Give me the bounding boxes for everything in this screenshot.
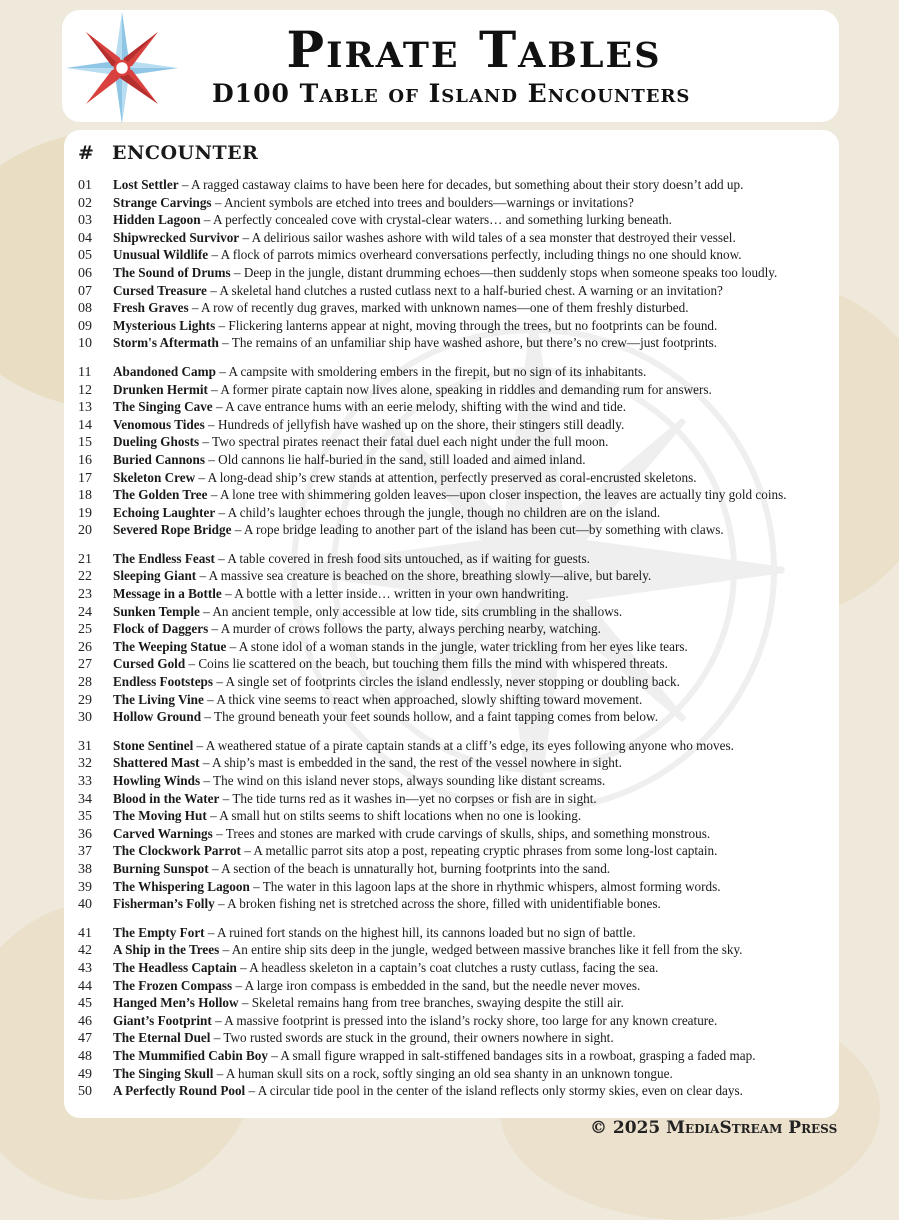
encounter-name: The Moving Hut (113, 808, 207, 824)
table-row (64, 807, 839, 825)
encounter-description: – A thick vine seems to react when approached, slowly shifting toward movement. (203, 691, 643, 707)
row-number: 29 (78, 692, 92, 708)
encounter-name: The Whispering Lagoon (113, 878, 250, 894)
encounter-name: Hanged Men’s Hollow (113, 995, 239, 1011)
page-title: Pirate Tables (286, 20, 662, 79)
row-number: 15 (78, 435, 92, 451)
encounter-description: – A section of the beach is unnaturally hot, burning footprints into the sand. (208, 860, 611, 876)
row-text (113, 550, 839, 568)
table-row (64, 754, 839, 772)
row-text (113, 977, 839, 995)
encounter-name: Hidden Lagoon (113, 212, 201, 228)
encounter-name: Sleeping Giant (113, 568, 197, 584)
encounter-description: – A metallic parrot sits atop a post, repeating cryptic phrases from some long-lost captain. (240, 843, 718, 859)
encounter-description: – A murder of crows follows the party, always perching nearby, watching. (208, 621, 601, 637)
table-row (64, 317, 839, 335)
encounter-name: Lost Settler (113, 177, 179, 192)
row-number: 06 (78, 265, 92, 281)
encounter-description: – A long-dead ship’s crew stands at attention, perfectly preserved as coral-encrusted skeletons. (195, 469, 697, 485)
row-number: 01 (78, 178, 92, 193)
encounter-name: Cursed Gold (113, 656, 186, 672)
table-row (64, 1065, 839, 1083)
encounter-name: Drunken Hermit (113, 381, 208, 397)
row-text (113, 1065, 839, 1083)
table-row (64, 924, 839, 942)
column-header-number: # (78, 142, 94, 164)
row-text (113, 299, 839, 317)
row-text (113, 334, 839, 352)
encounter-name: Hollow Ground (113, 709, 202, 725)
row-number: 48 (78, 1048, 92, 1064)
table-row (64, 737, 839, 755)
row-number: 10 (78, 336, 92, 352)
table-row (64, 620, 839, 638)
row-number: 32 (78, 756, 92, 772)
row-number: 33 (78, 774, 92, 789)
table-row (64, 504, 839, 522)
table-row (64, 486, 839, 504)
row-text (113, 1029, 839, 1047)
encounter-description: – A ruined fort stands on the highest hill, its cannons loaded but no sign of battle. (204, 924, 636, 940)
encounter-name: Blood in the Water (113, 790, 220, 806)
encounter-description: – A bottle with a letter inside… written in your own handwriting. (221, 586, 569, 602)
table-row (64, 299, 839, 317)
table-row (64, 772, 839, 790)
encounter-name: Fresh Graves (113, 300, 189, 316)
table-row (64, 229, 839, 247)
row-text (113, 264, 839, 282)
row-text (113, 638, 839, 656)
table-row (64, 1082, 839, 1100)
row-number: 04 (78, 230, 92, 246)
row-number: 18 (78, 488, 92, 504)
table-row (64, 194, 839, 212)
encounter-description: – A massive footprint is pressed into the island’s rocky shore, too large for any known creature. (211, 1012, 718, 1028)
encounter-description: – An ancient temple, only accessible at low tide, sits crumbling in the shallows. (199, 603, 623, 619)
encounter-name: The Empty Fort (113, 924, 205, 940)
row-text (113, 211, 839, 229)
row-text (113, 1082, 839, 1100)
table-row (64, 211, 839, 229)
row-number: 38 (78, 861, 92, 877)
encounter-description: – Deep in the jungle, distant drumming echoes—then suddenly stops when someone speaks too loudly. (230, 264, 778, 280)
encounter-name: Fisherman’s Folly (113, 896, 215, 912)
encounter-description: – A rope bridge leading to another part of the island has been cut—by something with claws. (231, 522, 724, 538)
row-text (113, 416, 839, 434)
encounter-description: – An entire ship sits deep in the jungle, wedged between massive branches like it fell from the sky. (219, 942, 743, 958)
row-number: 42 (78, 943, 92, 959)
table-row (64, 977, 839, 995)
encounter-description: – Old cannons lie half-buried in the sand, still loaded and aimed inland. (204, 451, 586, 467)
encounter-name: Burning Sunspot (113, 860, 209, 876)
page-subtitle: D100 Table of Island Encounters (212, 79, 691, 108)
row-number: 20 (78, 523, 92, 539)
table-row (64, 673, 839, 691)
row-number: 13 (78, 400, 92, 416)
row-number: 36 (78, 826, 92, 842)
row-text (113, 655, 839, 673)
row-text (113, 1012, 839, 1030)
encounter-name: A Perfectly Round Pool (113, 1083, 246, 1099)
row-text (113, 521, 839, 539)
encounter-name: Shipwrecked Survivor (113, 229, 240, 245)
encounter-description: – A flock of parrots mimics overheard conversations perfectly, including things no one should know. (208, 247, 742, 263)
encounter-description: – A stone idol of a woman stands in the jungle, water trickling from her eyes like tears. (226, 638, 688, 654)
encounter-description: – A single set of footprints circles the island endlessly, never stopping or doubling back. (213, 674, 680, 690)
encounter-name: The Headless Captain (113, 959, 237, 975)
column-header-encounter: ENCOUNTER (112, 142, 259, 164)
row-number: 39 (78, 879, 92, 895)
row-text (113, 363, 839, 381)
row-text (113, 176, 839, 194)
row-number: 49 (78, 1066, 92, 1082)
encounter-name: Storm's Aftermath (113, 335, 219, 351)
row-text (113, 737, 839, 755)
encounter-name: The Singing Cave (113, 399, 213, 415)
row-text (113, 860, 839, 878)
encounter-name: The Golden Tree (113, 487, 208, 503)
table-row (64, 334, 839, 352)
row-number: 11 (78, 364, 92, 380)
encounter-description: – A ragged castaway claims to have been here for decades, but something about their story doesn’t add up. (178, 177, 744, 192)
row-number: 07 (78, 283, 92, 299)
encounter-description: – A table covered in fresh food sits untouched, as if waiting for guests. (214, 550, 590, 566)
encounter-name: Endless Footsteps (113, 674, 214, 690)
encounter-name: Message in a Bottle (113, 586, 222, 602)
table-row (64, 860, 839, 878)
row-number: 50 (78, 1084, 92, 1100)
row-text (113, 620, 839, 638)
row-text (113, 567, 839, 585)
encounter-description: – The wind on this island never stops, always sounding like distant screams. (200, 773, 606, 788)
encounter-name: Cursed Treasure (113, 282, 207, 298)
row-text (113, 924, 839, 942)
table-row (64, 895, 839, 913)
encounter-description: – Flickering lanterns appear at night, moving through the trees, but no footprints can be found. (215, 317, 718, 333)
table-row (64, 398, 839, 416)
encounter-description: – The remains of an unfamiliar ship have washed ashore, but there’s no crew—just footprints. (218, 335, 718, 351)
table-row (64, 655, 839, 673)
row-text (113, 469, 839, 487)
row-number: 23 (78, 587, 92, 603)
row-number: 14 (78, 417, 92, 433)
table-row (64, 282, 839, 300)
encounter-name: The Mummified Cabin Boy (113, 1047, 268, 1063)
encounter-description: – A row of recently dug graves, marked with unknown names—one of them freshly disturbed. (188, 300, 689, 316)
row-number: 09 (78, 318, 92, 334)
row-number: 45 (78, 996, 92, 1012)
encounter-name: Mysterious Lights (113, 317, 216, 333)
row-number: 17 (78, 470, 92, 486)
encounter-name: Flock of Daggers (113, 621, 209, 637)
row-text (113, 194, 839, 212)
table-row (64, 433, 839, 451)
table-row (64, 994, 839, 1012)
table-row (64, 264, 839, 282)
row-text (113, 878, 839, 896)
row-text (113, 842, 839, 860)
encounter-name: The Weeping Statue (113, 638, 227, 654)
encounter-description: – Two rusted swords are stuck in the ground, their owners nowhere in sight. (210, 1030, 614, 1046)
encounter-name: Dueling Ghosts (113, 434, 200, 450)
row-number: 05 (78, 248, 92, 264)
row-text (113, 673, 839, 691)
encounter-name: Buried Cannons (113, 451, 205, 467)
row-text (113, 807, 839, 825)
row-text (113, 451, 839, 469)
row-text (113, 433, 839, 451)
encounter-name: Shattered Mast (113, 755, 200, 771)
encounter-description: – A massive sea creature is beached on the shore, breathing slowly—alive, but barely. (196, 568, 652, 584)
table-row (64, 363, 839, 381)
encounter-name: Abandoned Camp (113, 363, 216, 379)
row-number: 31 (78, 738, 92, 754)
row-group (64, 550, 839, 726)
row-number: 35 (78, 809, 92, 825)
encounter-name: The Clockwork Parrot (113, 843, 241, 859)
row-text (113, 941, 839, 959)
encounter-description: – A cave entrance hums with an eerie melody, shifting with the wind and tide. (212, 399, 627, 415)
table-row (64, 603, 839, 621)
table-row (64, 469, 839, 487)
encounter-description: – Hundreds of jellyfish have washed up on the shore, their stingers still deadly. (204, 416, 625, 432)
encounter-table (64, 130, 839, 1118)
row-text (113, 398, 839, 416)
row-number: 25 (78, 622, 92, 638)
encounter-description: – A weathered statue of a pirate captain stands at a cliff’s edge, its eyes following anyone who moves. (193, 737, 734, 753)
row-number: 22 (78, 569, 92, 585)
encounter-description: – A broken fishing net is stretched across the shore, filled with unidentifiable bones. (214, 896, 661, 912)
encounter-name: The Endless Feast (113, 550, 215, 566)
table-row (64, 691, 839, 709)
encounter-description: – The tide turns red as it washes in—yet no corpses or fish are in sight. (219, 790, 597, 806)
row-number: 27 (78, 657, 92, 673)
table-row (64, 842, 839, 860)
encounter-description: – The water in this lagoon laps at the shore in rhythmic whispers, almost forming words. (249, 878, 721, 894)
encounter-description: – Trees and stones are marked with crude carvings of skulls, ships, and something monstrous. (212, 825, 711, 841)
encounter-name: Unusual Wildlife (113, 247, 209, 263)
encounter-name: Venomous Tides (113, 416, 205, 432)
row-group (64, 176, 839, 352)
encounter-description: – A small hut on stilts seems to shift locations when no one is looking. (206, 808, 582, 824)
copyright: © 2025 MediaStream Press (590, 1118, 838, 1138)
table-row (64, 708, 839, 726)
row-number: 21 (78, 551, 92, 567)
row-number: 37 (78, 844, 92, 860)
encounter-description: – The ground beneath your feet sounds hollow, and a faint tapping comes from below. (201, 709, 658, 725)
row-text (113, 504, 839, 522)
encounter-description: – A human skull sits on a rock, softly singing an old sea shanty in an unknown tongue. (213, 1065, 673, 1081)
table-row (64, 638, 839, 656)
row-number: 40 (78, 897, 92, 913)
row-number: 12 (78, 382, 92, 398)
row-text (113, 895, 839, 913)
encounter-description: – A child’s laughter echoes through the jungle, though no children are on the island. (215, 504, 661, 520)
row-number: 02 (78, 195, 92, 211)
table-row (64, 416, 839, 434)
row-text (113, 754, 839, 772)
row-text (113, 994, 839, 1012)
encounter-description: – A perfectly concealed cove with crystal-clear waters… and something lurking beneath. (200, 212, 672, 228)
row-text (113, 708, 839, 726)
row-number: 28 (78, 675, 92, 691)
encounter-name: Strange Carvings (113, 194, 212, 210)
encounter-name: The Frozen Compass (113, 977, 233, 993)
row-text (113, 603, 839, 621)
encounter-name: Stone Sentinel (113, 737, 194, 753)
table-row (64, 1047, 839, 1065)
encounter-description: – Skeletal remains hang from tree branches, swaying despite the still air. (238, 995, 624, 1011)
encounter-description: – A ship’s mast is embedded in the sand, the rest of the vessel nowhere in sight. (199, 755, 622, 771)
row-number: 30 (78, 710, 92, 726)
row-number: 03 (78, 213, 92, 229)
row-text (113, 486, 839, 504)
row-number: 19 (78, 505, 92, 521)
encounter-name: Skeleton Crew (113, 469, 196, 485)
encounter-description: – A former pirate captain now lives alone, speaking in riddles and demanding rum for answers. (207, 381, 712, 397)
encounter-name: The Sound of Drums (113, 264, 231, 280)
row-text (113, 790, 839, 808)
table-row (64, 521, 839, 539)
table-row (64, 567, 839, 585)
encounter-description: – A small figure wrapped in salt-stiffened bandages sits in a rowboat, grasping a faded map. (267, 1047, 756, 1063)
row-text (113, 1047, 839, 1065)
table-row (64, 451, 839, 469)
table-row (64, 790, 839, 808)
row-number: 41 (78, 925, 92, 941)
table-row (64, 381, 839, 399)
table-row (64, 825, 839, 843)
row-number: 43 (78, 960, 92, 976)
encounter-description: – A skeletal hand clutches a rusted cutlass next to a half-buried chest. A warning or an invitation? (206, 282, 723, 298)
encounter-description: – A large iron compass is embedded in the sand, but the needle never moves. (232, 977, 641, 993)
table-row (64, 1029, 839, 1047)
encounter-description: – Ancient symbols are etched into trees and boulders—warnings or invitations? (211, 194, 634, 210)
row-group (64, 363, 839, 539)
encounter-name: Howling Winds (113, 773, 201, 788)
row-text (113, 825, 839, 843)
table-row (64, 246, 839, 264)
row-number: 16 (78, 452, 92, 468)
compass-rose-icon (60, 6, 184, 130)
table-row (64, 959, 839, 977)
row-number: 46 (78, 1013, 92, 1029)
table-row (64, 878, 839, 896)
table-row (64, 941, 839, 959)
table-row (64, 1012, 839, 1030)
encounter-description: – A circular tide pool in the center of the island reflects only stormy skies, even on clear days. (245, 1083, 743, 1099)
encounter-name: Carved Warnings (113, 825, 213, 841)
row-group (64, 924, 839, 1100)
row-group (64, 737, 839, 913)
encounter-name: The Eternal Duel (113, 1030, 211, 1046)
encounter-description: – A headless skeleton in a captain’s coat clutches a rusty cutlass, facing the sea. (236, 959, 659, 975)
row-number: 26 (78, 639, 92, 655)
row-number: 08 (78, 301, 92, 317)
encounter-description: – A campsite with smoldering embers in the firepit, but no sign of its inhabitants. (215, 363, 647, 379)
row-number: 47 (78, 1031, 92, 1047)
encounter-description: – Coins lie scattered on the beach, but touching them fills the mind with whispered threats. (185, 656, 668, 672)
row-text (113, 317, 839, 335)
row-text (113, 381, 839, 399)
row-text (113, 246, 839, 264)
row-text (113, 585, 839, 603)
encounter-description: – Two spectral pirates reenact their fatal duel each night under the full moon. (199, 434, 609, 450)
encounter-name: The Living Vine (113, 691, 204, 707)
encounter-description: – A delirious sailor washes ashore with wild tales of a sea monster that destroyed their vessel. (239, 229, 736, 245)
table-row (64, 585, 839, 603)
table-row (64, 176, 839, 194)
row-number: 44 (78, 978, 92, 994)
row-number: 34 (78, 791, 92, 807)
encounter-name: The Singing Skull (113, 1065, 214, 1081)
row-number: 24 (78, 604, 92, 620)
encounter-name: Severed Rope Bridge (113, 522, 232, 538)
encounter-name: Echoing Laughter (113, 504, 216, 520)
encounter-description: – A lone tree with shimmering golden leaves—upon closer inspection, the leaves are actually tiny gold coins. (207, 487, 787, 503)
encounter-name: A Ship in the Trees (113, 942, 220, 958)
row-text (113, 691, 839, 709)
encounter-rows (64, 176, 839, 1111)
table-row (64, 550, 839, 568)
row-text (113, 229, 839, 247)
row-text (113, 282, 839, 300)
encounter-name: Giant’s Footprint (113, 1012, 212, 1028)
encounter-name: Sunken Temple (113, 603, 200, 619)
row-text (113, 959, 839, 977)
row-text (113, 772, 839, 790)
